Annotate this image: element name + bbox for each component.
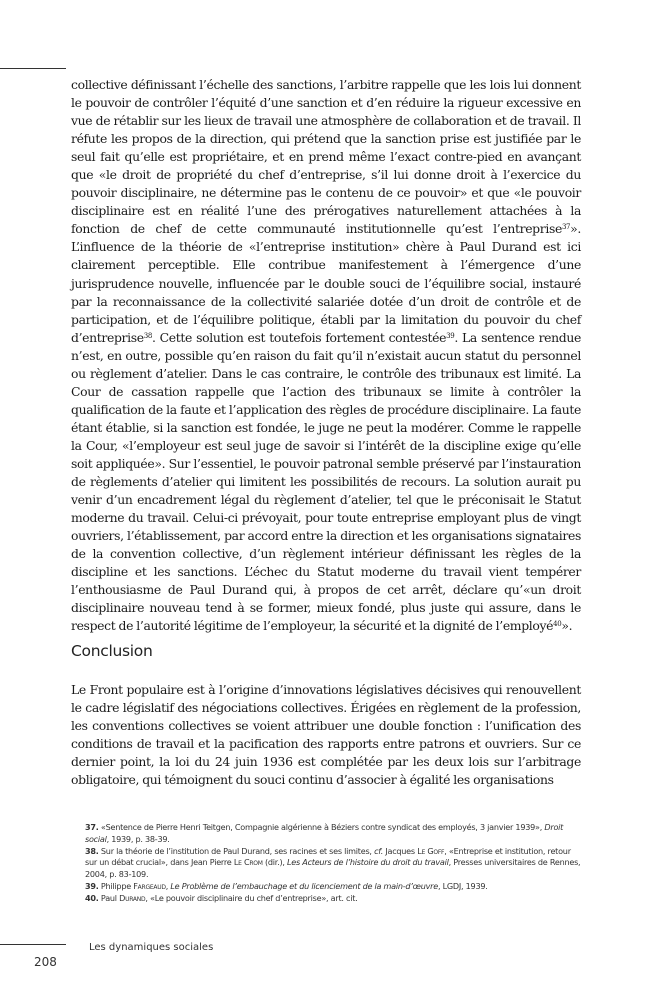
footnote-italic: Droit social — [85, 822, 564, 844]
footnote-number: 37. — [85, 822, 99, 832]
footnote-italic: Les Acteurs de l’histoire du droit du travail — [287, 857, 449, 868]
footnotes — [85, 822, 581, 905]
footnote-text: , LGDJ, 1939. — [437, 880, 488, 891]
footnote-38 — [85, 846, 581, 881]
footnote-text: , «Le pouvoir disciplinaire du chef d’entreprise», art. cit. — [145, 892, 358, 903]
body-text-segment: ». — [561, 618, 573, 634]
footnote-text: Sur la théorie de l’institution de Paul Durand, ses racines et ses limites, — [100, 845, 375, 856]
footnote-number: 40. — [85, 892, 99, 903]
footnote-text: Paul — [100, 892, 120, 903]
page-number: 208 — [34, 955, 57, 969]
footnote-ref-40[interactable]: 40 — [553, 620, 562, 629]
footnote-text: «Sentence de Pierre Henri Teitgen, Compagnie algérienne à Béziers contre syndicat des employés, 3 janvier 1939», — [100, 822, 545, 832]
conclusion-paragraph: Le Front populaire est à l’origine d’innovations législatives décisives qui renouvellent le cadre législatif des négociations collectives. Érigées en règlement de la profession, les conventions collectives se voient attribuer une double fonction : l’unification des conditions de travail et la pacification des rapports entre patrons et ouvriers. Sur ce dernier point, la loi du 24 juin 1936 est complétée par les deux lois sur l’arbitrage obligatoire, qui témoignent du souci continu d’associer à égalité les organisations — [71, 682, 581, 788]
footnote-italic: cf. — [374, 845, 384, 856]
section-heading-conclusion: Conclusion — [71, 642, 153, 660]
body-text-segment: . La sentence rendue n’est, en outre, possible qu’en raison du fait qu’il n’existait aucun statut du personnel ou règlement d’atelier. Dans le cas contraire, le contrôle des tribunaux est limité. La Cour de cassation rappelle que l’action des tribunaux se limite à contrôler la qualification de la faute et l’application des règles de procédure disciplinaire. La faute étant établie, si la sanction est fondée, le juge ne peut la modérer. Comme le rappelle la Cour, «l’employeur est seul juge de savoir si l’intérêt de la discipline exige qu’elle soit appliquée». Sur l’essentiel, le pouvoir patronal semble préservé par l’instauration de règlements d’atelier qui limitent les possibilités de recours. La solution aurait pu venir d’un encadrement légal du règlement d’atelier, tel que le préconisait le Statut moderne du travail. Celui-ci prévoyait, pour toute entreprise employant plus de vingt ouvriers, l’établissement, par accord entre la direction et les organisations signataires de la convention collective, d’un règlement intérieur définissant les règles de la discipline et les sanctions. L’échec du Statut moderne du travail vient tempérer l’enthousiasme de Paul Durand qui, à propos de cet arrêt, déclare qu’«un droit disciplinaire nouveau tend à se former, mieux fondé, plus juste qui assure, dans le respect de l’autorité légitime de l’employeur, la sécurité et la dignité de l’employé — [71, 329, 581, 634]
footnote-text: , 1939, p. 38-39. — [106, 833, 170, 844]
footnote-text: , «Entreprise et institution, retour sur un débat crucial», dans Jean Pierre — [85, 845, 571, 868]
top-margin-rule — [0, 68, 66, 69]
footnote-text: (dir.), — [262, 857, 287, 868]
footnote-text: , — [165, 880, 171, 891]
footnote-text: Philippe — [100, 880, 134, 891]
footnote-italic: Le Problème de l’embauchage et du licenciement de la main-d’œuvre — [170, 880, 438, 891]
footnote-number: 39. — [85, 880, 99, 891]
bottom-margin-rule — [0, 944, 66, 945]
body-text-segment: ». L’influence de la théorie de «l’entreprise institution» chère à Paul Durand est ici clairement perceptible. Elle contribue manifestement à l’émergence d’une jurisprudence nouvelle, influencée par le double souci de l’équilibre social, instauré par la reconnaissance de la collectivité salariée dotée d’un droit de contrôle et de participation, et de l’équilibre politique, établi par la limitation du pouvoir du chef d’entreprise — [71, 221, 581, 345]
footnote-ref-38[interactable]: 38 — [143, 331, 152, 340]
body-text-segment: collective définissant l’échelle des sanctions, l’arbitre rappelle que les lois lui donnent le pouvoir de contrôler l’équité d’une sanction et d’en réduire la rigueur excessive en vue de rétablir sur les lieux de travail une atmosphère de collaboration et de travail. Il réfute les propos de la direction, qui prétend que la sanction prise est justifiée par le seul fait qu’elle est propriétaire, et en prend même l’exact contre-pied en avançant que «le droit de propriété du chef d’entreprise, s’il lui donne droit à l’exercice du pouvoir disciplinaire, ne détermine pas le contenu de ce pouvoir» et que «le pouvoir disciplinaire est en réalité l’une des prérogatives naturellement attachées à la fonction de chef de cette communauté institutionnelle qu’est l’entreprise — [71, 77, 581, 237]
author-surname: Le Crom — [233, 857, 263, 868]
footnote-39 — [85, 881, 581, 893]
footnote-37 — [85, 822, 581, 845]
running-head: Les dynamiques sociales — [89, 942, 214, 953]
footnote-ref-37[interactable]: 37 — [561, 223, 571, 232]
author-surname: Fargeaud — [133, 880, 166, 891]
footnote-ref-39[interactable]: 39 — [446, 331, 455, 340]
body-paragraph — [71, 76, 581, 635]
author-surname: Le Goff — [417, 845, 445, 856]
body-text-segment: . Cette solution est toutefois fortement contestée — [151, 329, 447, 345]
footnote-text: Jacques — [383, 845, 418, 856]
footnote-text: , Presses universitaires de Rennes, 2004, p. 83-109. — [85, 857, 581, 879]
footnote-40 — [85, 893, 581, 905]
footnote-number: 38. — [85, 845, 99, 856]
author-surname: Durand — [119, 892, 146, 903]
